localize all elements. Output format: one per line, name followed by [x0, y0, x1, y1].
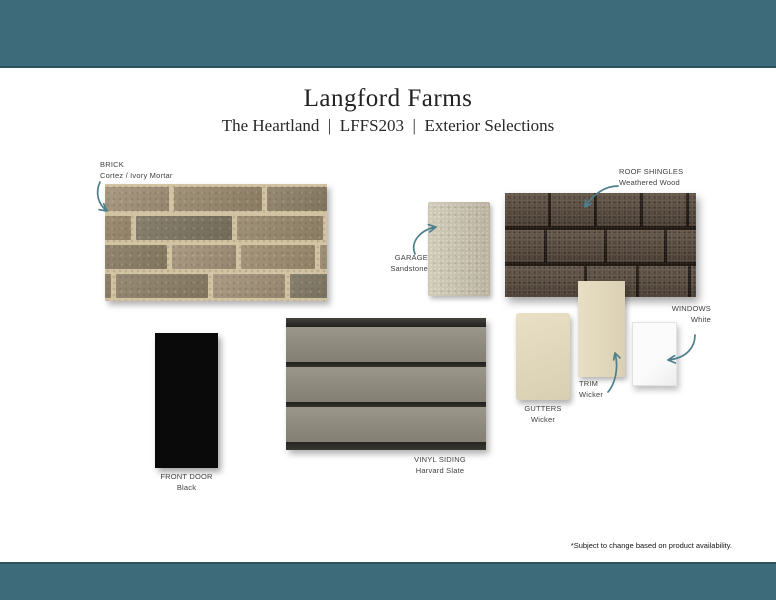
front-door-selection: Black [176, 483, 197, 492]
stucco-texture [428, 202, 490, 296]
shingle-row [505, 230, 696, 262]
page-title: Langford Farms [303, 85, 473, 112]
vinyl-siding-swatch [286, 318, 486, 450]
garage-swatch [428, 202, 490, 296]
garage-label [350, 252, 428, 274]
trim-swatch [578, 281, 625, 377]
vinyl-siding-label [380, 454, 500, 476]
roof-shingles-label [619, 166, 683, 188]
siding-top-edge [286, 318, 486, 327]
brick-label [100, 159, 173, 181]
windows-label [640, 303, 711, 325]
siding-board [286, 367, 486, 402]
windows-selection: White [690, 315, 711, 324]
front-door-label [150, 471, 223, 493]
windows-category: WINDOWS [671, 304, 711, 313]
trim-selection: Wicker [579, 390, 604, 399]
gutters-label [508, 403, 578, 425]
garage-category: GARAGE [394, 253, 428, 262]
bottom-accent-bar [0, 562, 776, 600]
roof-shingles-selection: Weathered Wood [619, 178, 680, 187]
gutters-selection: Wicker [530, 415, 556, 424]
siding-bottom-edge [286, 442, 486, 450]
gutters-swatch [516, 313, 570, 400]
siding-board [286, 407, 486, 442]
roof-shingles-category: ROOF SHINGLES [619, 167, 684, 176]
vinyl-siding-selection: Harvard Slate [415, 466, 465, 475]
garage-selection: Sandstone [390, 264, 428, 273]
brick-selection: Cortez / Ivory Mortar [100, 171, 173, 180]
brick-swatch [105, 184, 327, 301]
top-accent-bar [0, 0, 776, 68]
gutters-category: GUTTERS [524, 404, 562, 413]
trim-label [579, 378, 603, 400]
front-door-category: FRONT DOOR [160, 472, 213, 481]
footnote: *Subject to change based on product availability. [570, 541, 732, 550]
windows-swatch [632, 322, 677, 386]
shingle-row [505, 193, 696, 226]
brick-category: BRICK [100, 160, 124, 169]
trim-category: TRIM [579, 379, 599, 388]
page-subtitle: The Heartland | LFFS203 | Exterior Selections [221, 116, 555, 135]
vinyl-siding-category: VINYL SIDING [414, 455, 466, 464]
brick-pattern [105, 184, 327, 301]
siding-board [286, 327, 486, 362]
front-door-swatch [155, 333, 218, 468]
